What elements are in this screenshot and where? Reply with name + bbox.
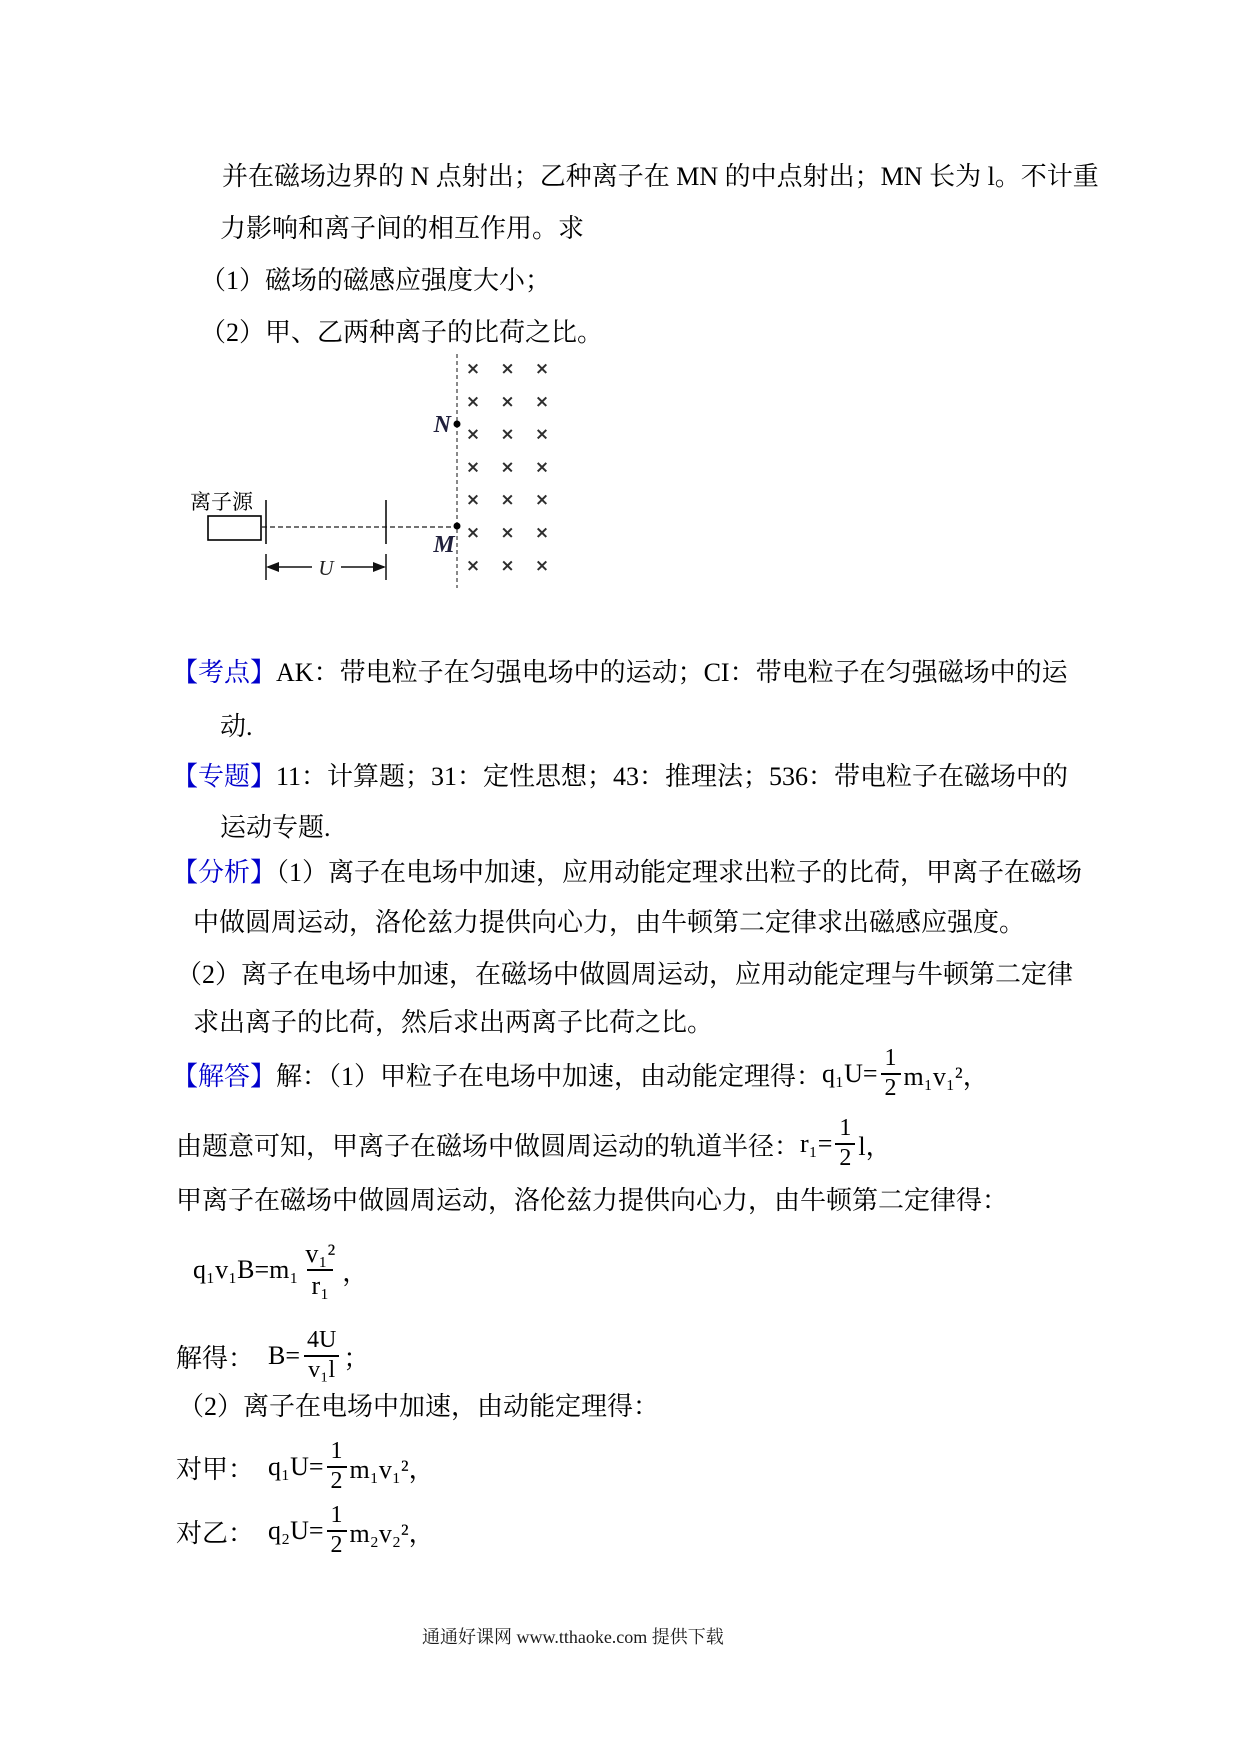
fenxi-line-2: 中做圆周运动，洛伦兹力提供向心力，由牛顿第二定律求出磁感应强度。 [193,908,1026,937]
formula-accel-post: m₁v₁²， [903,1061,989,1091]
field-cross-icon: × [465,555,481,576]
problem-line-1: 并在磁场边界的 N 点射出；乙种离子在 MN 的中点射出；MN 长为 l。不计重 [222,162,1099,191]
formula-radius-pre: r₁= [800,1129,833,1158]
formula-yi-post: m₂v₂²， [349,1518,435,1548]
yi-label: 对乙： [176,1518,255,1548]
field-cross-icon: × [534,555,550,576]
physics-figure [178,348,578,596]
field-cross-icon: × [500,457,515,478]
newton-formula-line [193,1228,368,1312]
formula-jia-post: m₁v₁²， [349,1454,435,1484]
point-m-label: M [433,532,455,558]
formula-accel-pre: q₁U= [822,1059,878,1088]
field-cross-icon: × [534,391,550,412]
formula-radius-fraction: $\frac{1}{2}$ [835,1115,855,1172]
formula-newton-post: ， [342,1257,369,1287]
field-cross-icon: × [500,555,515,576]
jieda-line [172,1042,989,1106]
dimension-arrow-left [266,562,279,572]
radius-line [176,1112,892,1176]
zhuanti-text: 11：计算题；31：定性思想；43：推理法；536：带电粒子在磁场中的 [276,762,1069,791]
problem-item-2: （2）甲、乙两种离子的比荷之比。 [200,318,604,347]
point-n-dot [454,421,461,428]
field-cross-icon: × [534,457,550,478]
field-cross-icon: × [500,391,515,412]
problem-line-2: 力影响和离子间的相互作用。求 [220,214,585,243]
fenxi-line-3: （2）离子在电场中加速，在磁场中做圆周运动，应用动能定理与牛顿第二定律 [176,960,1074,989]
kaodian-line-1 [172,656,1068,690]
field-cross-icon: × [465,359,481,379]
kaodian-line-2: 动. [220,712,253,741]
newton-intro-line: 甲离子在磁场中做圆周运动，洛伦兹力提供向心力，由牛顿第二定律得： [176,1186,1009,1215]
fenxi-line-1 [172,856,1082,890]
field-cross-icon: × [465,523,481,543]
solve-label: 解得： [176,1343,255,1373]
field-cross-icon: × [500,424,515,445]
field-cross-icon: × [465,457,481,478]
field-cross-grid [466,359,549,576]
point-m-dot [454,523,461,530]
fenxi-tag: 【分析】 [172,858,277,887]
formula-solve-pre: B= [268,1341,301,1370]
jieda-tag: 【解答】 [172,1061,277,1091]
page-footer: 通通好课网 www.tthaoke.com 提供下载 [422,1627,724,1647]
zhuanti-line-1 [172,760,1068,794]
jia-line [176,1436,435,1498]
field-cross-icon: × [465,424,481,445]
jieda-intro: 解：（1）甲粒子在电场中加速，由动能定理得： [276,1061,823,1091]
formula-newton-fraction: $\frac{\text{v₁²}}{\text{r₁}}$ [305,1239,336,1300]
fenxi-line-4: 求出离子的比荷，然后求出两离子比荷之比。 [193,1008,714,1037]
kaodian-tag: 【考点】 [172,658,277,687]
formula-newton-pre: q₁v₁B=m₁ [193,1255,299,1284]
formula-accel-fraction: $\frac{1}{2}$ [881,1045,901,1102]
problem-item-1: （1）磁场的磁感应强度大小； [200,266,552,295]
radius-intro: 由题意可知，甲离子在磁场中做圆周运动的轨道半径： [176,1131,801,1161]
field-cross-icon: × [465,490,481,511]
formula-yi-pre: q₂U= [268,1516,324,1545]
jia-label: 对甲： [176,1454,255,1484]
field-cross-icon: × [534,424,550,445]
yi-line [176,1500,435,1562]
ion-source-box [208,516,261,540]
field-cross-icon: × [465,391,481,412]
field-cross-icon: × [500,523,515,543]
zhuanti-line-2: 运动专题. [220,813,331,842]
kaodian-text: AK：带电粒子在匀强电场中的运动；CI：带电粒子在匀强磁场中的运 [276,658,1068,687]
solve-line [176,1322,369,1390]
field-cross-icon: × [500,490,515,511]
ion-source-label: 离子源 [190,490,253,514]
fenxi-text-1: （1）离子在电场中加速，应用动能定理求出粒子的比荷，甲离子在磁场 [276,858,1083,887]
formula-jia-pre: q₁U= [268,1452,324,1481]
point-n-label: N [433,412,451,438]
field-cross-icon: × [534,490,550,511]
voltage-u-label: U [318,556,334,580]
formula-solve-post: ； [343,1343,370,1373]
field-cross-icon: × [534,359,550,379]
field-cross-icon: × [500,359,515,379]
formula-radius-post: l， [858,1131,892,1161]
dimension-arrow-right [373,562,386,572]
formula-jia-fraction: $\frac{1}{2}$ [327,1438,347,1495]
part2-line: （2）离子在电场中加速，由动能定理得： [178,1392,660,1421]
zhuanti-tag: 【专题】 [172,762,277,791]
field-cross-icon: × [534,523,550,543]
formula-solve-fraction: $\frac{4U}{\text{v₁l}}$ [303,1327,340,1384]
formula-yi-fraction: $\frac{1}{2}$ [327,1502,347,1559]
